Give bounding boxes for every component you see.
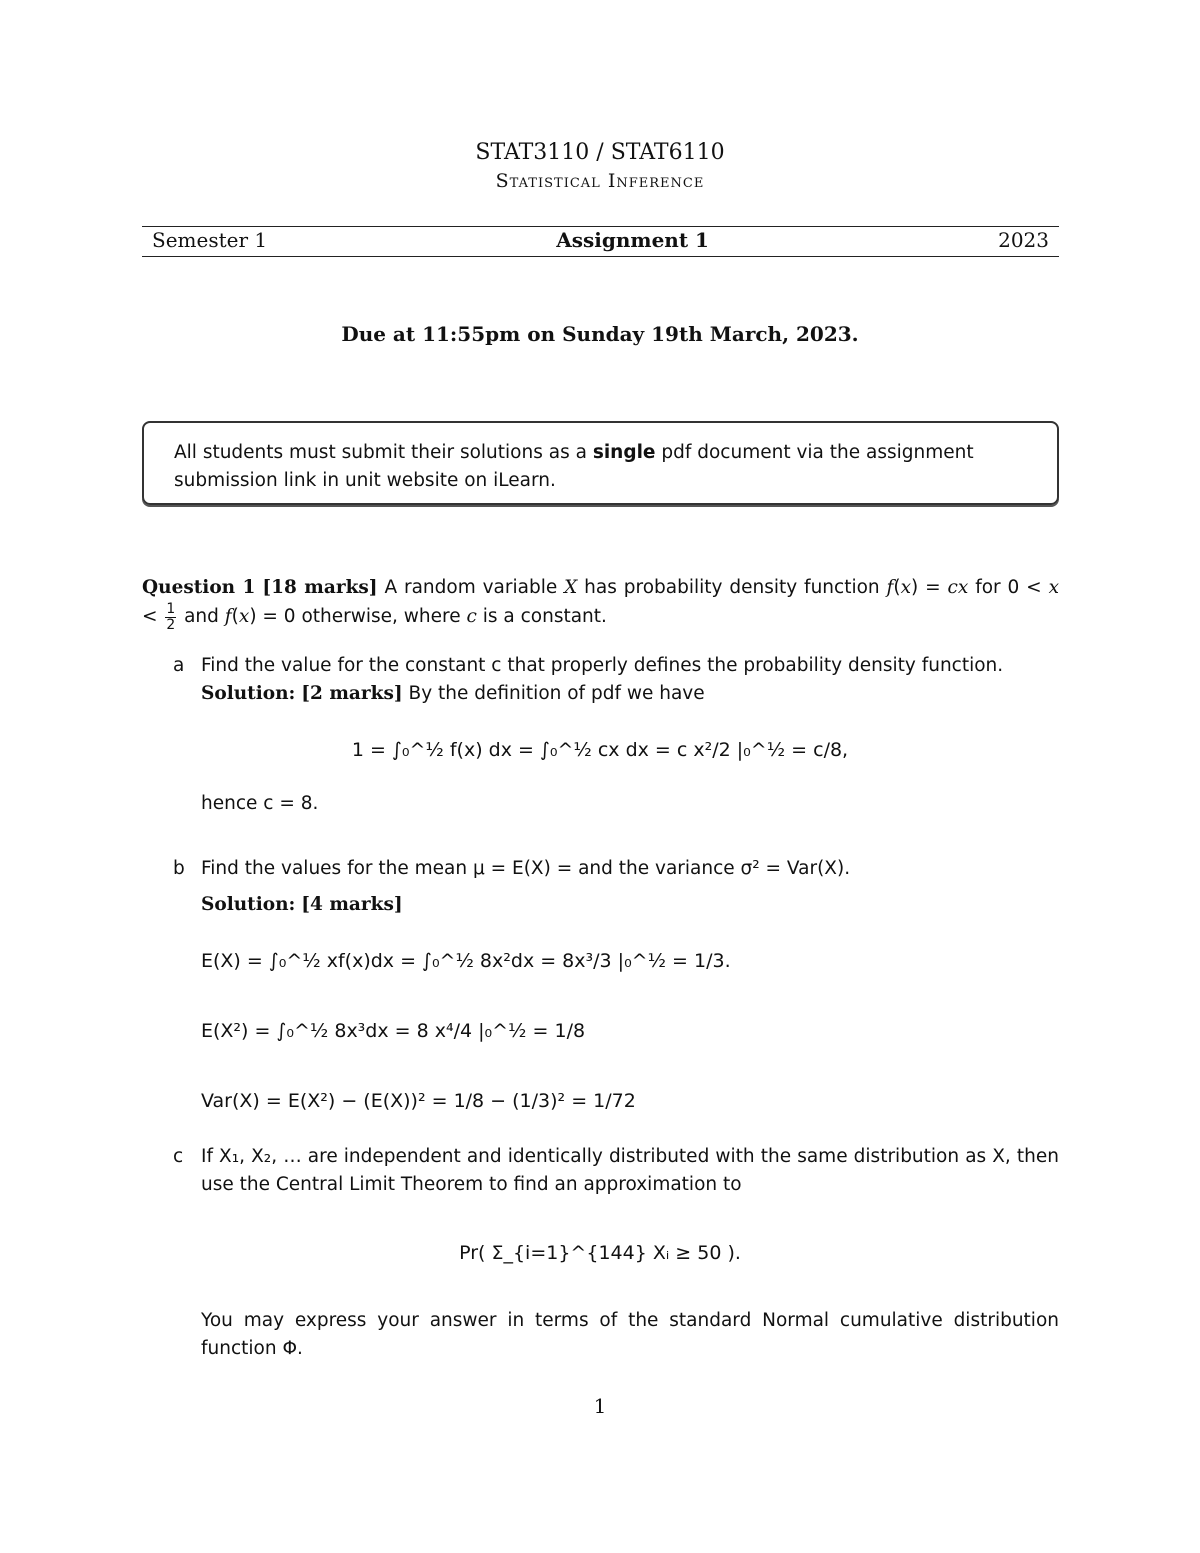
submission-notice-box xyxy=(142,421,1059,505)
solution-label: Solution: xyxy=(201,894,296,915)
due-date: Due at 11:55pm on Sunday 19th March, 2023. xyxy=(341,322,859,346)
part-b-eq3: Var(X) = E(X²) − (E(X))² = 1/8 − (1/3)² = 1/72 xyxy=(201,1090,636,1112)
page-number: 1 xyxy=(593,1394,607,1418)
part-a-conclusion: hence c = 8. xyxy=(201,793,319,814)
header-top-rule xyxy=(142,226,1059,227)
course-name: Statistical Inference xyxy=(495,170,705,192)
solution-text: By the definition of pdf we have xyxy=(402,683,705,704)
part-c xyxy=(173,1143,1063,1363)
semester-label: Semester 1 xyxy=(152,228,268,252)
course-code: STAT3110 / STAT6110 xyxy=(475,140,725,165)
question-title: Question 1 xyxy=(142,577,256,598)
assignment-label: Assignment 1 xyxy=(556,228,709,252)
notice-text-2: pdf document via the assignment submission link in unit website on iLearn. xyxy=(174,442,974,491)
part-b-solution xyxy=(201,891,1059,919)
statement-text: A random variable xyxy=(377,577,565,598)
part-c-note: You may express your answer in terms of the standard Normal cumulative distribution function Φ. xyxy=(201,1310,1059,1359)
part-b-eq2: E(X²) = ∫₀^½ 8x³dx = 8 x⁴/4 |₀^½ = 1/8 xyxy=(201,1020,586,1042)
solution-marks: [2 marks] xyxy=(301,683,403,704)
part-c-equation: Pr( Σ_{i=1}^{144} Xᵢ ≥ 50 ). xyxy=(459,1242,741,1264)
question-marks: [18 marks] xyxy=(262,577,378,598)
part-a-prompt: Find the value for the constant c that properly defines the probability density function. xyxy=(201,655,1004,676)
statement-text: has probability density function xyxy=(577,577,887,598)
statement-text: is a constant. xyxy=(476,606,607,628)
notice-bold: single xyxy=(592,442,656,463)
part-b-eq1: E(X) = ∫₀^½ xf(x)dx = ∫₀^½ 8x²dx = 8x³/3 |₀^½ = 1/3. xyxy=(201,950,731,972)
part-b-prompt: Find the values for the mean μ = E(X) = and the variance σ² = Var(X). xyxy=(201,858,851,879)
header-row xyxy=(152,228,1049,252)
statement-text: and xyxy=(178,606,225,628)
part-a-solution xyxy=(201,680,1059,708)
question-1-statement: Question 1 [18 marks] A random variable X has probability density function f(x) = cx for 0 < x < $\frac{1}{2}$ and f(x) = 0 otherwise, where c is a constant. xyxy=(142,577,1059,633)
statement-text: for xyxy=(968,577,1008,598)
part-a xyxy=(173,652,1063,832)
year-label: 2023 xyxy=(998,228,1049,252)
solution-marks: [4 marks] xyxy=(301,894,403,915)
solution-label: Solution: xyxy=(201,683,296,704)
part-a-equation: 1 = ∫₀^½ f(x) dx = ∫₀^½ cx dx = c x²/2 |₀^½ = c/8, xyxy=(351,739,849,761)
part-c-prompt: If X₁, X₂, … are independent and identically distributed with the same distribution as X, then use the Central Limit Theorem to find an approximation to xyxy=(201,1146,1059,1195)
statement-text: otherwise, where xyxy=(295,606,467,628)
header-bottom-rule xyxy=(142,256,1059,257)
part-b xyxy=(173,855,1063,1125)
part-label: c xyxy=(173,1146,184,1167)
notice-text-1: All students must submit their solutions as a xyxy=(174,442,593,463)
part-label: b xyxy=(173,858,185,879)
part-label: a xyxy=(173,655,185,676)
